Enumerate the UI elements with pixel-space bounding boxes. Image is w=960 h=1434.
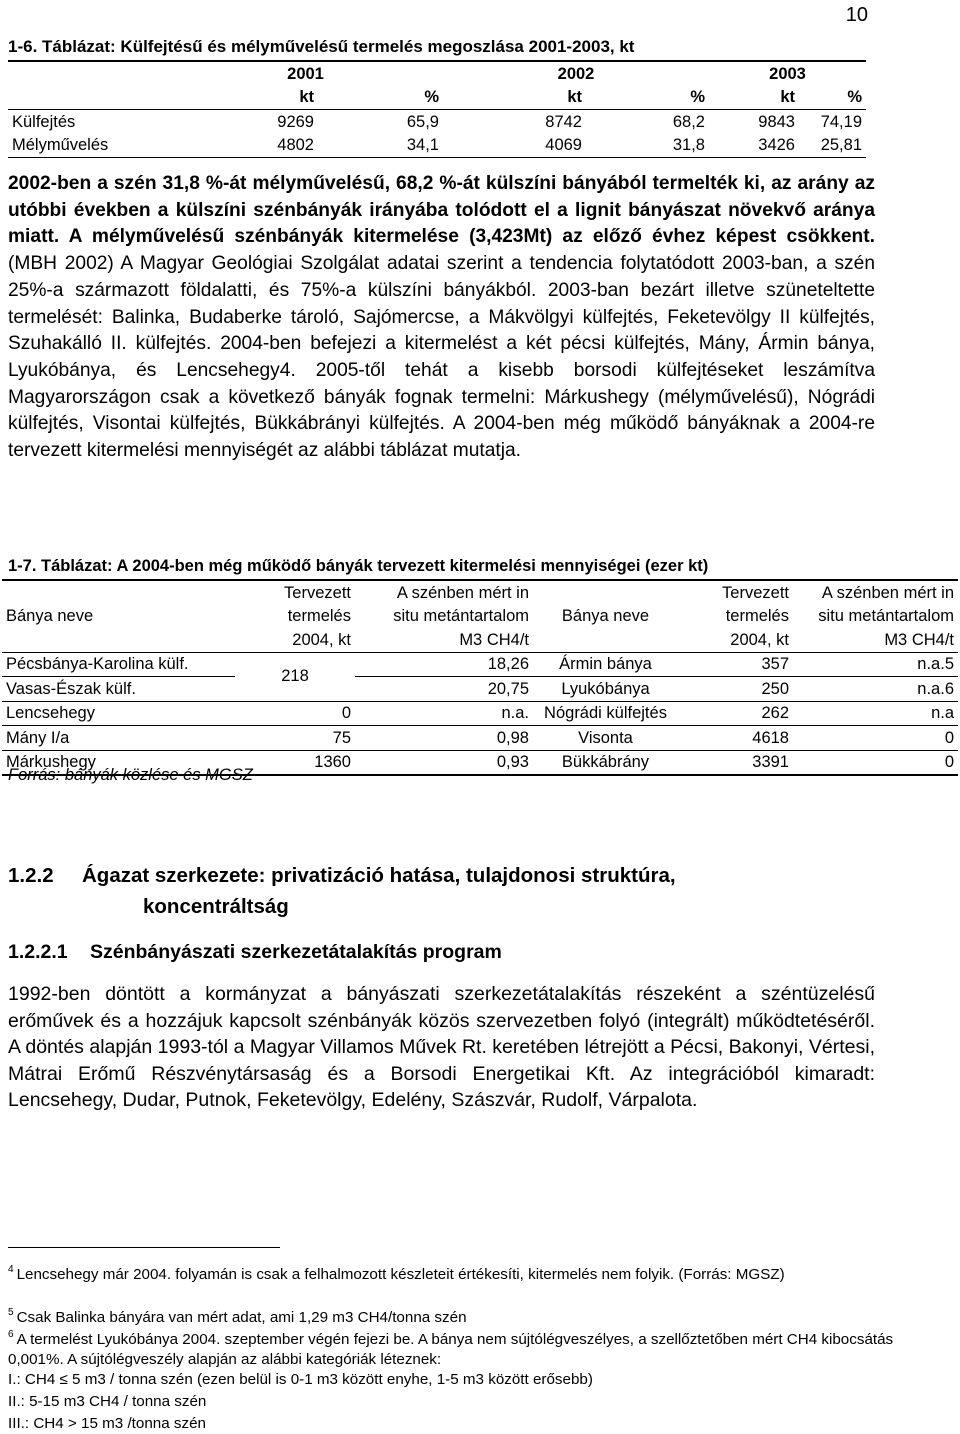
header-mine-name-left: Bánya neve bbox=[6, 607, 94, 625]
row-label: Mélyművelés bbox=[8, 134, 168, 158]
table-1-year-row bbox=[8, 61, 866, 86]
planned-value: 262 bbox=[678, 701, 793, 726]
methane-value: n.a.5 bbox=[793, 652, 958, 677]
footnote-number: 6 bbox=[8, 1329, 14, 1340]
subsection-title: Szénbányászati szerkezetátalakítás program bbox=[90, 941, 502, 963]
paragraph-bold-part: 2002-ben a szén 31,8 %-át mélyművelésű, 68,2 %-át külszíni bányából termelték ki, az arány az utóbbi években a külszíni szénbányák irányába tolódott el a lignit bányászat növekvő aránya miatt. A mélyművelésű szénbányák kitermelése (3,423Mt) az előző évhez képest csökkent. bbox=[8, 173, 875, 248]
unit-cell: % bbox=[799, 86, 866, 110]
paragraph-restructuring: 1992-ben döntött a kormányzat a bányászati szerkezetátalakítás részeként a széntüzelésű erőművek és a hozzájuk kapcsolt szénbányák közös szervezetben folyó (integrált) működtetéséről. A döntés alapján 1993-tól a Magyar Villamos Művek Rt. keretében létrejött a Pécsi, Bakonyi, Vértesi, Mátrai Erőmű Részvénytársaság és a Borsodi Energetikai Kft. Az integrációból kimaradt: Lencsehegy, Dudar, Putnok, Feketevölgy, Edelény, Szászvár, Rudolf, Várpalota. bbox=[8, 983, 875, 1111]
mine-name: Pécsbánya-Karolina külf. bbox=[2, 652, 235, 677]
methane-value: 0,98 bbox=[355, 726, 533, 751]
table-cell: 31,8 bbox=[586, 134, 709, 158]
unit-cell: kt bbox=[709, 86, 799, 110]
row-label: Külfejtés bbox=[12, 112, 76, 131]
header-methane-right: M3 CH4/t bbox=[884, 630, 954, 649]
year-2001: 2001 bbox=[168, 61, 443, 86]
unit-cell: kt bbox=[443, 86, 586, 110]
mine-name: Lyukóbánya bbox=[533, 677, 678, 702]
section-heading bbox=[8, 860, 676, 922]
table-cell: 9269 bbox=[277, 112, 314, 131]
header-methane-left: situ metántartalom bbox=[393, 607, 529, 625]
table-row bbox=[2, 726, 958, 751]
planned-value: 3391 bbox=[678, 750, 793, 775]
year-2003: 2003 bbox=[709, 61, 866, 86]
subsection-number: 1.2.2.1 bbox=[8, 941, 68, 963]
footnote-6 bbox=[8, 1325, 908, 1369]
footnote-category-2: II.: 5-15 m3 CH4 / tonna szén bbox=[8, 1393, 207, 1410]
methane-value: 0 bbox=[793, 726, 958, 751]
footnote-text: A termelést Lyukóbánya 2004. szeptember végén fejezi be. A bánya nem sújtólégveszélyes, a szellőztetőben mért CH4 kibocsátás 0,001%. A sújtólégveszély alapján az alábbi kategóriák léteznek: bbox=[8, 1331, 894, 1368]
table-cell: 65,9 bbox=[406, 112, 439, 131]
mine-name: Visonta bbox=[533, 726, 678, 751]
header-methane-left: M3 CH4/t bbox=[459, 630, 529, 649]
header-planned-left: 2004, kt bbox=[292, 630, 351, 649]
footnote-text: Lencsehegy már 2004. folyamán is csak a felhalmozott készleteit értékesíti, kitermelés nem folyik. (Forrás: MGSZ) bbox=[16, 1266, 785, 1283]
subsection-heading bbox=[8, 941, 502, 964]
footnote-divider bbox=[8, 1247, 280, 1248]
footnote-number: 4 bbox=[8, 1264, 14, 1275]
table-1 bbox=[8, 60, 866, 158]
mine-name: Bükkábrány bbox=[533, 750, 678, 775]
paragraph-production-trends bbox=[8, 171, 875, 465]
table-2-caption: 1-7. Táblázat: A 2004-ben még működő bányák tervezett kitermelési mennyiségei (ezer kt) bbox=[8, 557, 709, 575]
section-title-line1: Ágazat szerkezete: privatizáció hatása, tulajdonosi struktúra, bbox=[82, 864, 676, 887]
table-2-source: Forrás: bányák közlése és MGSZ bbox=[8, 766, 253, 784]
header-planned-right: 2004, kt bbox=[730, 630, 789, 649]
mine-name: Lencsehegy bbox=[2, 701, 235, 726]
table-cell: 4802 bbox=[168, 134, 318, 158]
table-row bbox=[2, 701, 958, 726]
table-row bbox=[8, 134, 866, 158]
footnote-category-1: I.: CH4 ≤ 5 m3 / tonna szén (ezen belül is 0-1 m3 között enyhe, 1-5 m3 között erősebb) bbox=[8, 1371, 593, 1388]
header-methane-left: A szénben mért in bbox=[396, 583, 529, 602]
unit-cell: % bbox=[318, 86, 443, 110]
paragraph-normal-part: (MBH 2002) A Magyar Geológiai Szolgálat adatai szerint a tendencia folytatódott 2003-ban, a szén 25%-a származott földalatti, és 75%-a külszíni bányákból. 2003-ban bezárt illetve szüneteltette termelését: Balinka, Budaberke tároló, Sajómercse, a Mákvölgyi külfejtés, Feketevölgy II külfejtés, Szuhakálló II. külfejtés. 2004-ben befejezi a kitermelést a két pécsi külfejtés, Mány, Ármin bánya, Lyukóbánya, és Lencsehegy4. 2005-től tehát a kisebb borsodi külfejtéseket leszámítva Magyarországon csak a következő bányák fognak termelni: Márkushegy (mélyművelésű), Nógrádi külfejtés, Visontai külfejtés, Bükkábrányi külfejtés. A 2004-ben még működő bányáknak a 2004-re tervezett kitermelési mennyiségét az alábbi táblázat mutatja. bbox=[8, 253, 875, 462]
methane-value: 18,26 bbox=[355, 652, 533, 677]
table-cell: 8742 bbox=[545, 112, 582, 131]
methane-value: n.a. bbox=[355, 701, 533, 726]
table-cell: 9843 bbox=[758, 112, 795, 131]
mine-name: Mány I/a bbox=[2, 726, 235, 751]
methane-value: 0 bbox=[793, 750, 958, 775]
table-2-header-row bbox=[2, 580, 958, 605]
methane-value: n.a bbox=[793, 701, 958, 726]
table-cell: 3426 bbox=[709, 134, 799, 158]
table-2 bbox=[2, 579, 958, 776]
table-row bbox=[8, 110, 866, 134]
planned-value: 75 bbox=[235, 726, 355, 751]
mine-name: Ármin bánya bbox=[533, 652, 678, 677]
footnote-5 bbox=[8, 1303, 908, 1328]
table-1-caption: 1-6. Táblázat: Külfejtésű és mélyművelésű termelés megoszlása 2001-2003, kt bbox=[8, 37, 635, 56]
table-cell: 68,2 bbox=[672, 112, 705, 131]
header-planned-right: termelés bbox=[725, 607, 789, 625]
planned-value: 357 bbox=[678, 652, 793, 677]
methane-value: 20,75 bbox=[355, 677, 533, 702]
footnote-text: Csak Balinka bányára van mért adat, ami 1,29 m3 CH4/tonna szén bbox=[16, 1309, 467, 1326]
unit-cell: % bbox=[586, 86, 709, 110]
planned-value: 4618 bbox=[678, 726, 793, 751]
header-planned-left: Tervezett bbox=[284, 583, 351, 602]
planned-value: 0 bbox=[235, 701, 355, 726]
table-cell: 34,1 bbox=[318, 134, 443, 158]
methane-value: n.a.6 bbox=[793, 677, 958, 702]
page-number: 10 bbox=[845, 4, 868, 26]
table-cell: 25,81 bbox=[799, 134, 866, 158]
table-1-unit-row bbox=[8, 86, 866, 110]
header-mine-name-right: Bánya neve bbox=[561, 607, 650, 625]
planned-value: 1360 bbox=[235, 750, 355, 775]
table-row bbox=[2, 677, 958, 702]
section-title-line2: koncentráltság bbox=[143, 895, 289, 918]
mine-name: Márkushegy bbox=[2, 750, 235, 775]
table-cell: 4069 bbox=[443, 134, 586, 158]
header-methane-right: situ metántartalom bbox=[818, 607, 954, 625]
planned-value: 250 bbox=[678, 677, 793, 702]
planned-value-merged: 218 bbox=[235, 652, 355, 701]
mine-name: Vasas-Észak külf. bbox=[2, 677, 235, 702]
year-2002: 2002 bbox=[443, 61, 709, 86]
methane-value: 0,93 bbox=[355, 750, 533, 775]
header-methane-right: A szénben mért in bbox=[821, 583, 954, 602]
mine-name: Nógrádi külfejtés bbox=[533, 701, 678, 726]
table-row bbox=[2, 652, 958, 677]
footnote-4 bbox=[8, 1260, 908, 1285]
unit-cell: kt bbox=[168, 86, 318, 110]
footnote-number: 5 bbox=[8, 1307, 14, 1318]
table-cell: 74,19 bbox=[820, 112, 862, 131]
section-number: 1.2.2 bbox=[8, 864, 54, 887]
header-planned-left: termelés bbox=[287, 607, 351, 625]
header-planned-right: Tervezett bbox=[722, 583, 789, 602]
footnote-category-3: III.: CH4 > 15 m3 /tonna szén bbox=[8, 1415, 206, 1432]
